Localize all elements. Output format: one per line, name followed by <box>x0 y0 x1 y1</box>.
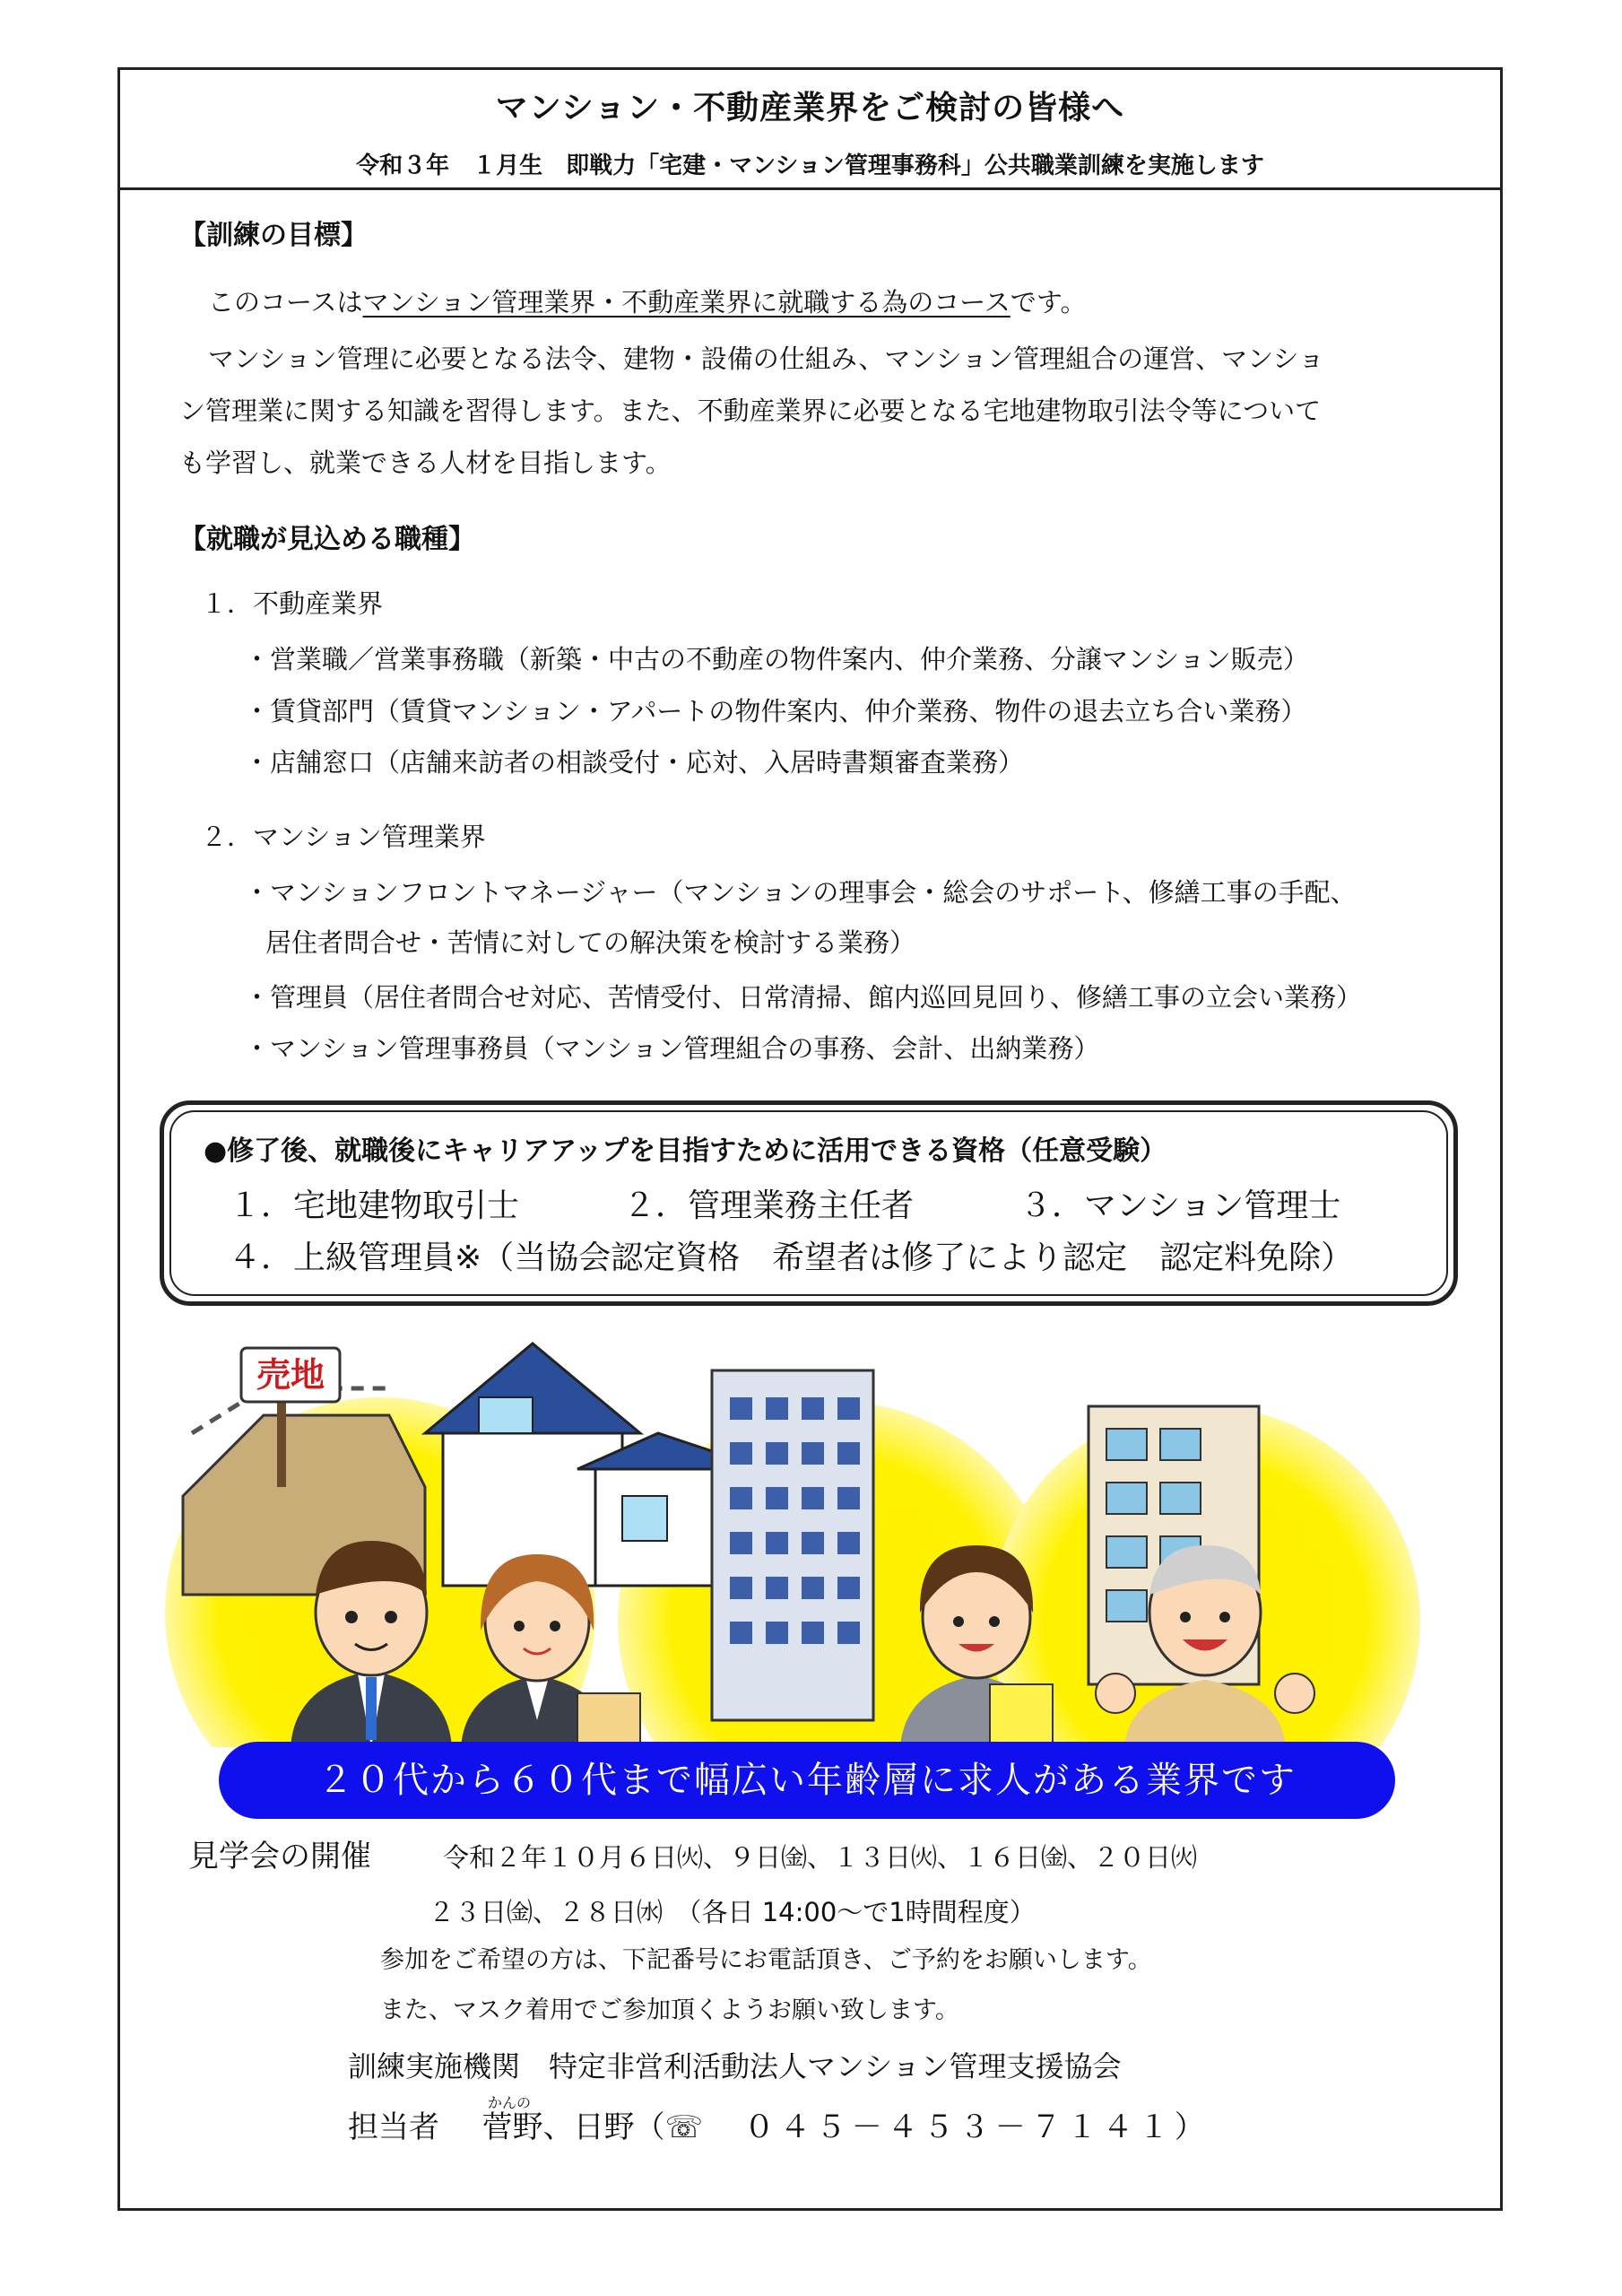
jobs-category-condo-management: ２．マンション管理業界 <box>201 822 486 852</box>
goal-line-1-post: です。 <box>1010 287 1087 317</box>
tour-note-1: 参加をご希望の方は、下記番号にお電話頂き、ご予約をお願いします。 <box>380 1946 1152 1974</box>
page-frame <box>117 67 1503 2211</box>
industry-illustration <box>156 1326 1465 1747</box>
office-building-icon <box>712 1370 873 1720</box>
job-item: ・店舗窓口（店舗来訪者の相談受付・応対、入居時書類審査業務） <box>244 747 1025 778</box>
job-item: ・賃貸部門（賃貸マンション・アパートの物件案内、仲介業務、物件の退去立ち合い業務） <box>244 696 1307 726</box>
goal-line-1 <box>208 287 1087 318</box>
qualification-item: ４．上級管理員※（当協会認定資格 希望者は修了により認定 認定料免除） <box>229 1239 1354 1276</box>
job-item: ・営業職／営業事務職（新築・中古の不動産の物件案内、仲介業務、分譲マンション販売） <box>244 644 1309 674</box>
job-item: ・マンションフロントマネージャー（マンションの理事会・総会のサポート、修繕工事の手配、 <box>244 877 1357 908</box>
job-item-continued: 居住者問合せ・苦情に対しての解決策を検討する業務） <box>265 927 916 958</box>
tour-dates-line-2: ２３日㈮、２８日㈬ （各日 14:00～で1時間程度） <box>429 1897 1036 1927</box>
phone-icon: ☏ <box>664 2109 704 2145</box>
tour-label: 見学会の開催 <box>188 1839 371 1874</box>
job-item: ・マンション管理事務員（マンション管理組合の事務、会計、出納業務） <box>244 1033 1100 1064</box>
qualifications-heading: ●修了後、就職後にキャリアアップを目指すために活用できる資格（任意受験） <box>204 1135 1167 1167</box>
qualification-item: ２．管理業務主任者 <box>623 1187 915 1224</box>
job-item: ・管理員（居住者問合せ対応、苦情受付、日常清掃、館内巡回見回り、修繕工事の立会い業務） <box>244 982 1363 1013</box>
age-range-banner: ２０代から６０代まで幅広い年齢層に求人がある業界です <box>219 1742 1395 1819</box>
goal-line-1-pre: このコースは <box>208 287 363 317</box>
tour-note-2: また、マスク着用でご参加頂くようお願い致します。 <box>380 1996 959 2024</box>
jobs-heading: 【就職が見込める職種】 <box>179 524 475 555</box>
qualification-item: １．宅地建物取引士 <box>229 1187 520 1224</box>
training-organization: 訓練実施機関 特定非営利活動法人マンション管理支援協会 <box>348 2049 1122 2083</box>
contact-person-label: 担当者 <box>348 2109 439 2145</box>
tour-dates-line-1: 令和２年１０月６日㈫、９日㈮、１３日㈫、１６日㈮、２０日㈫ <box>443 1842 1198 1873</box>
qualifications-box <box>160 1100 1458 1306</box>
page-title: マンション・不動産業界をご検討の皆様へ <box>495 90 1125 126</box>
qualification-item: ３．マンション管理士 <box>1019 1187 1341 1224</box>
goal-line-2: マンション管理に必要となる法令、建物・設備の仕組み、マンション管理組合の運営、マンショ <box>208 344 1324 374</box>
contact-line <box>348 2109 1210 2146</box>
contact-person-names: 菅野、日野（ <box>481 2109 665 2145</box>
jobs-category-real-estate: １．不動産業界 <box>201 588 384 619</box>
goal-line-4: も学習し、就業できる人材を目指します。 <box>179 448 672 478</box>
goal-line-1-underlined: マンション管理業界・不動産業界に就職する為のコース <box>362 287 1010 317</box>
contact-phone-number: ０４５－４５３－７１４１） <box>743 2109 1210 2145</box>
goal-line-3: ン管理業に関する知識を習得します。また、不動産業界に必要となる宅地建物取引法令等について <box>179 396 1322 426</box>
page-subtitle: 令和３年 １月生 即戦力「宅建・マンション管理事務科」公共職業訓練を実施します <box>356 152 1264 179</box>
name-ruby: かんの <box>488 2094 532 2111</box>
sign-text: 売地 <box>256 1355 325 1395</box>
header-divider <box>120 187 1500 190</box>
goal-heading: 【訓練の目標】 <box>179 220 368 251</box>
